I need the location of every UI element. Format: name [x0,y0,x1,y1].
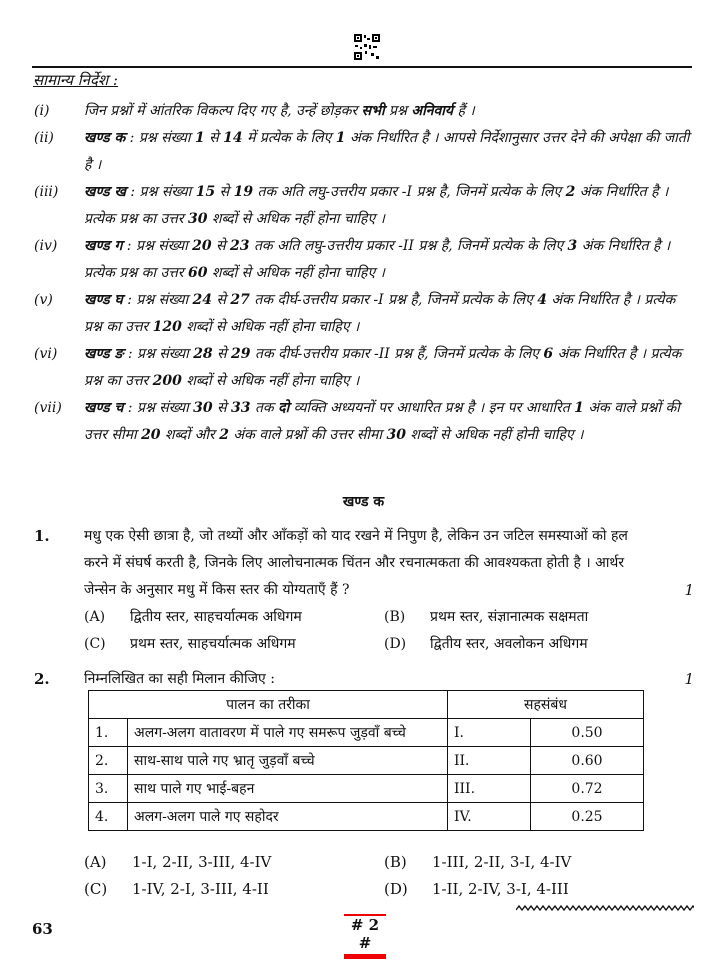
correlation-value: 0.50 [531,719,644,747]
page-code: 63 [32,920,53,938]
option-d[interactable]: (D) 1-II, 2-IV, 3-I, 4-III [384,880,569,898]
instruction-text: खण्ड ङ : प्रश्न संख्या 28 से 29 तक दीर्घ-उत्तरीय प्रकार -II प्रश्न हैं, जिनमें प्रत्येक के लिए 6 अंक निर्धारित है । प्रत्येक प्रश्न का उत्तर 200 शब्दों से अधिक नहीं होना चाहिए । [84,346,682,389]
question-text: निम्नलिखित का सही मिलान कीजिए : [84,671,275,687]
option-c[interactable]: (C) प्रथम स्तर, साहचर्यात्मक अधिगम [84,636,296,652]
question-number: 1. [34,527,50,545]
correlation-label: I. [448,719,531,747]
option-b[interactable]: (B) 1-III, 2-II, 3-I, 4-IV [384,853,572,871]
instruction-number: (ii) [34,130,54,146]
instruction-text: खण्ड घ : प्रश्न संख्या 24 से 27 तक दीर्घ-उत्तरीय प्रकार -I प्रश्न है, जिनमें प्रत्येक के लिए 4 अंक निर्धारित है । प्रत्येक प्रश्न का उत्तर 120 शब्दों से अधिक नहीं होना चाहिए । [84,292,676,335]
rearing-method: अलग-अलग वातावरण में पाले गए समरूप जुड़वाँ बच्चे [128,719,448,747]
question-text: मधु एक ऐसी छात्रा है, जो तथ्यों और आँकड़ों को याद रखने में निपुण है, लेकिन उन जटिल समस्याओं को हल करने में संघर्ष करती है, जिनके लिए आलोचनात्मक चिंतन और रचनात्मकता की आवश्यकता होती है । आर्थर जेन्सेन के अनुसार मधु में किस स्तर की योग्यताएँ हैं ? [84,528,628,598]
table-header-method: पालन का तरीका [89,691,448,719]
instruction-number: (iii) [34,184,59,200]
rearing-method: साथ-साथ पाले गए भ्रातृ जुड़वाँ बच्चे [128,747,448,775]
correlation-label: II. [448,747,531,775]
row-number: 1. [89,719,128,747]
instruction-number: (vii) [34,400,62,416]
instruction-item [34,98,694,125]
instruction-item [34,287,694,341]
question-marks: 1 [684,581,694,599]
instruction-item [34,341,694,395]
matching-table [88,690,644,831]
instruction-number: (vi) [34,346,58,362]
question-2 [34,666,694,693]
correlation-value: 0.60 [531,747,644,775]
instruction-item [34,125,694,179]
option-a[interactable]: (A) 1-I, 2-II, 3-III, 4-IV [84,853,272,871]
instruction-item [34,179,694,233]
correlation-value: 0.25 [531,803,644,831]
section-title: खण्ड क [342,494,385,510]
page-marker-text: # 2 # [350,916,380,952]
table-row [89,747,644,775]
instruction-text: जिन प्रश्नों में आंतरिक विकल्प दिए गए है, उन्हें छोड़कर सभी प्रश्न अनिवार्य हैं । [84,103,475,119]
page-marker [344,914,386,959]
row-number: 3. [89,775,128,803]
question-marks: 1 [684,670,694,688]
instruction-text: खण्ड च : प्रश्न संख्या 30 से 33 तक दो व्यक्ति अध्ययनों पर आधारित प्रश्न है । इन पर आधारित 1 अंक वाले प्रश्नों की उत्तर सीमा 20 शब्दों और 2 अंक वाले प्रश्नों की उत्तर सीमा 30 शब्दों से अधिक नहीं होनी चाहिए । [84,400,680,443]
rearing-method: अलग-अलग पाले गए सहोदर [128,803,448,831]
correlation-label: III. [448,775,531,803]
instruction-item [34,233,694,287]
row-number: 4. [89,803,128,831]
general-instructions-heading: सामान्य निर्देश : [33,71,118,89]
question-1 [34,523,694,604]
instruction-text: खण्ड क : प्रश्न संख्या 1 से 14 में प्रत्येक के लिए 1 अंक निर्धारित है । आपसे निर्देशानुसार उत्तर देने की अपेक्षा की जाती है । [84,130,690,173]
instruction-text: खण्ड ग : प्रश्न संख्या 20 से 23 तक अति लघु-उत्तरीय प्रकार -II प्रश्न है, जिनमें प्रत्येक के लिए 3 अंक निर्धारित है । प्रत्येक प्रश्न का उत्तर 60 शब्दों से अधिक नहीं होना चाहिए । [84,238,671,281]
option-a[interactable]: (A) द्वितीय स्तर, साहचर्यात्मक अधिगम [84,609,302,625]
rearing-method: साथ पाले गए भाई-बहन [128,775,448,803]
instruction-number: (i) [34,103,50,119]
wavy-line-decoration [516,902,694,918]
correlation-value: 0.72 [531,775,644,803]
option-c[interactable]: (C) 1-IV, 2-I, 3-III, 4-II [84,880,269,898]
table-row [89,803,644,831]
instruction-number: (iv) [34,238,58,254]
correlation-label: IV. [448,803,531,831]
page-marker-bar-bottom [344,954,386,959]
option-d[interactable]: (D) द्वितीय स्तर, अवलोकन अधिगम [384,636,588,652]
instruction-item [34,395,694,449]
table-row [89,719,644,747]
instruction-number: (v) [34,292,53,308]
row-number: 2. [89,747,128,775]
table-row [89,775,644,803]
question-number: 2. [34,670,50,688]
qr-code-icon [354,34,380,60]
option-b[interactable]: (B) प्रथम स्तर, संज्ञानात्मक सक्षमता [384,609,589,625]
instruction-text: खण्ड ख : प्रश्न संख्या 15 से 19 तक अति लघु-उत्तरीय प्रकार -I प्रश्न है, जिनमें प्रत्येक के लिए 2 अंक निर्धारित है । प्रत्येक प्रश्न का उत्तर 30 शब्दों से अधिक नहीं होना चाहिए । [84,184,669,227]
top-rule [32,66,692,68]
table-header-correlation: सहसंबंध [448,691,644,719]
